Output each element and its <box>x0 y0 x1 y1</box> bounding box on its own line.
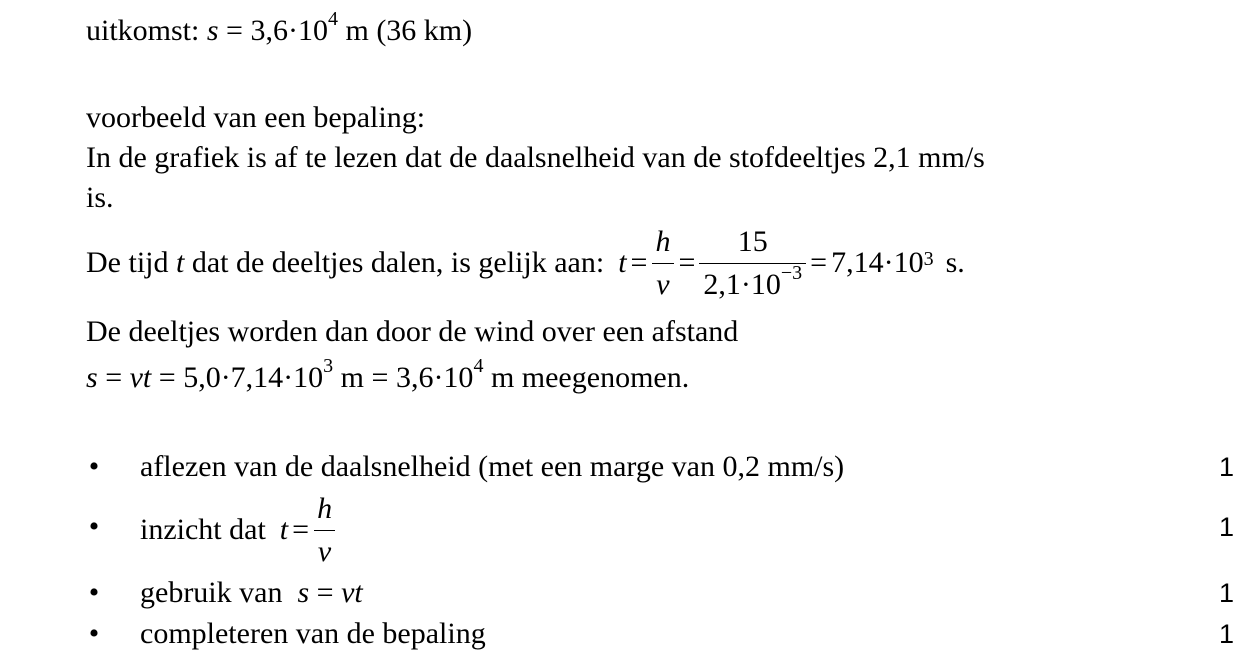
time-result-mant: 7,14·10 <box>831 246 924 279</box>
calc-eq2: = <box>158 361 176 394</box>
time-eq-t: t <box>618 246 627 279</box>
outcome-exp: 4 <box>327 8 338 30</box>
scoring-item-2-eq: = <box>292 513 310 546</box>
outcome-km-note: (36 km) <box>376 14 473 47</box>
scoring-item-3 <box>140 576 363 610</box>
example-para1-line1: In de grafiek is af te lezen dat de daalsnelheid van de stofdeeltjes 2,1 mm/s <box>86 141 985 174</box>
calculation-line <box>86 355 690 395</box>
time-text-a: De tijd <box>86 246 169 279</box>
scoring-item-3-text: gebruik van <box>140 576 283 609</box>
calc-m2: m <box>490 361 515 394</box>
outcome-unit: m <box>345 14 369 47</box>
time-eq-sign2: = <box>678 246 696 279</box>
calc-eq3: = <box>371 361 389 394</box>
scoring-item-4-text: completeren van de bepaling <box>140 617 486 650</box>
scoring-item-2-fraction <box>313 491 336 568</box>
calc-b-exp: 4 <box>473 355 484 377</box>
scoring-item-1-text: aflezen van de daalsnelheid (met een marge van 0,2 mm/s) <box>140 450 845 483</box>
calc-vt: vt <box>129 361 152 394</box>
frac2-den-mant: 2,1·10 <box>703 267 781 301</box>
calc-end: meegenomen. <box>521 361 690 394</box>
calc-eq1: = <box>105 361 123 394</box>
frac2-den-exp: −3 <box>780 261 803 284</box>
frac1-den: v <box>652 263 673 300</box>
scoring-item-2 <box>140 490 336 570</box>
calc-b: 3,6·10 <box>395 361 474 394</box>
bullet-1: • <box>88 450 100 483</box>
scoring-item-2-t: t <box>279 513 289 546</box>
outcome-eq: = <box>226 14 243 47</box>
scoring-item-1-points: 1 <box>1218 452 1234 482</box>
scoring-item-2-den: v <box>314 530 335 567</box>
fraction-h-over-v <box>651 224 674 301</box>
scoring-item-3-vt: vt <box>341 576 363 609</box>
time-var: t <box>176 246 185 279</box>
outcome-mantissa: 3,6·10 <box>250 14 328 47</box>
outcome-line <box>86 8 473 48</box>
bullet-3: • <box>88 576 100 609</box>
calc-a-exp: 3 <box>323 355 334 377</box>
scoring-item-3-points: 1 <box>1218 578 1234 608</box>
frac2-den <box>699 263 806 300</box>
bullet-2: • <box>88 510 100 543</box>
scoring-item-4-points: 1 <box>1218 619 1234 649</box>
scoring-item-3-eq: = <box>316 576 334 609</box>
wind-line: De deeltjes worden dan door de wind over een afstand <box>86 315 739 348</box>
example-para1-line2: is. <box>86 181 114 214</box>
time-eq-sign1: = <box>630 246 648 279</box>
time-equation-line: De tijd t dat de deeltjes dalen, is gelijk aan: t = $\frac{h}{v}$ = $\frac{15}{2,1\cdot 10^{-3}}$ = 7,14·10 $^3$ s. <box>86 224 965 301</box>
fraction-15-over-value <box>699 224 806 301</box>
scoring-item-2-points: 1 <box>1218 512 1234 542</box>
bullet-4: • <box>88 617 100 650</box>
scoring-item-2-num: h <box>317 491 333 525</box>
example-heading: voorbeeld van een bepaling: <box>86 101 426 134</box>
time-result-unit: s. <box>945 246 965 279</box>
frac1-num: h <box>655 224 671 258</box>
outcome-s-var: s <box>206 14 219 47</box>
frac2-num: 15 <box>737 224 768 258</box>
scoring-item-3-s: s <box>297 576 310 609</box>
scoring-item-2-text: inzicht dat <box>140 513 266 546</box>
time-eq-sign3: = <box>810 246 828 279</box>
calc-s: s <box>86 361 98 394</box>
calc-m1: m <box>340 361 365 394</box>
outcome-label: uitkomst: <box>86 14 200 47</box>
calc-a: 5,0·7,14·10 <box>183 361 324 394</box>
time-text-b: dat de deeltjes dalen, is gelijk aan: <box>191 246 605 279</box>
